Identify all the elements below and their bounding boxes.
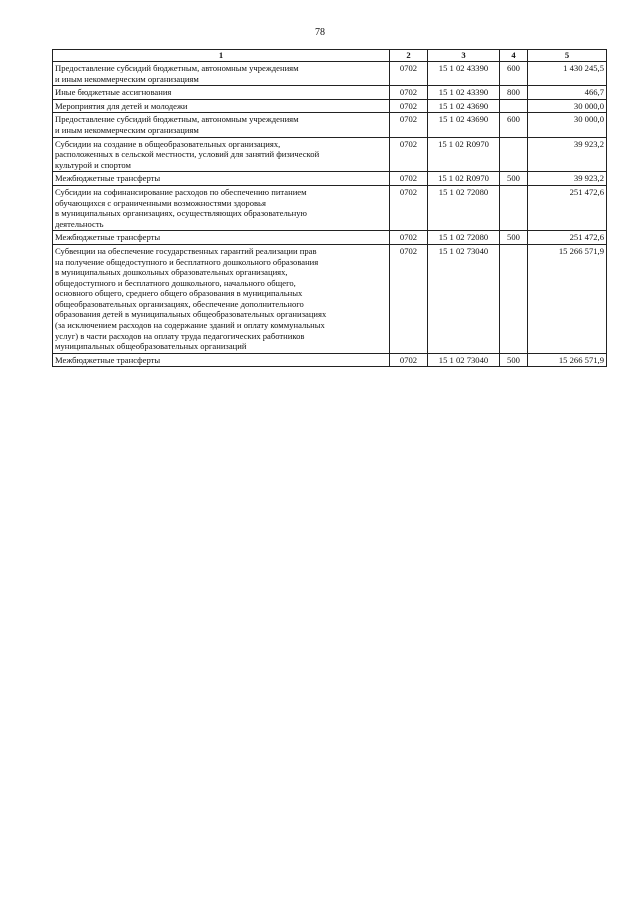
row-name-cell: Межбюджетные трансферты bbox=[53, 353, 390, 367]
row-expense-type-cell bbox=[500, 185, 528, 230]
row-target-cell: 15 1 02 R0970 bbox=[428, 172, 500, 186]
header-row bbox=[53, 50, 607, 62]
row-expense-type-cell bbox=[500, 244, 528, 353]
table-row bbox=[53, 86, 607, 100]
row-name-cell: Мероприятия для детей и молодежи bbox=[53, 99, 390, 113]
row-amount-cell: 251 472,6 bbox=[528, 185, 607, 230]
table-row bbox=[53, 172, 607, 186]
header-name: 1 bbox=[53, 50, 390, 62]
row-name-cell: Межбюджетные трансферты bbox=[53, 231, 390, 245]
row-amount-cell: 39 923,2 bbox=[528, 137, 607, 172]
row-section-cell: 0702 bbox=[390, 231, 428, 245]
row-name-cell: Субвенции на обеспечение государственных гарантий реализации прав на получение общедоступного и бесплатного дошкольного образования в муниципальных дошкольных образовательных организациях, общедоступного и бесплатного дошкольного, начального общего, основного общего, среднего общего образования в муниципальных общеобразовательных организациях, обеспечение дополнительного образования детей в муниципальных общеобразовательных организациях (за исключением расходов на содержание зданий и оплату коммунальных услуг) в части расходов на оплату труда педагогических работников муниципальных общеобразовательных организаций bbox=[53, 244, 390, 353]
row-target-cell: 15 1 02 72080 bbox=[428, 185, 500, 230]
page-number: 78 bbox=[315, 27, 325, 38]
row-amount-cell: 15 266 571,9 bbox=[528, 353, 607, 367]
row-expense-type-cell: 500 bbox=[500, 231, 528, 245]
row-name-cell: Иные бюджетные ассигнования bbox=[53, 86, 390, 100]
header-target: 3 bbox=[428, 50, 500, 62]
header-section: 2 bbox=[390, 50, 428, 62]
table-row bbox=[53, 113, 607, 137]
row-amount-cell: 30 000,0 bbox=[528, 113, 607, 137]
table-row bbox=[53, 353, 607, 367]
row-section-cell: 0702 bbox=[390, 353, 428, 367]
row-target-cell: 15 1 02 73040 bbox=[428, 353, 500, 367]
table-row bbox=[53, 62, 607, 86]
row-amount-cell: 251 472,6 bbox=[528, 231, 607, 245]
row-section-cell: 0702 bbox=[390, 244, 428, 353]
header-expense-type: 4 bbox=[500, 50, 528, 62]
table-row bbox=[53, 244, 607, 353]
row-expense-type-cell bbox=[500, 99, 528, 113]
row-amount-cell: 466,7 bbox=[528, 86, 607, 100]
row-expense-type-cell: 500 bbox=[500, 353, 528, 367]
row-target-cell: 15 1 02 43690 bbox=[428, 99, 500, 113]
table-row bbox=[53, 99, 607, 113]
row-target-cell: 15 1 02 43390 bbox=[428, 62, 500, 86]
row-name-cell: Межбюджетные трансферты bbox=[53, 172, 390, 186]
row-target-cell: 15 1 02 72080 bbox=[428, 231, 500, 245]
row-expense-type-cell: 600 bbox=[500, 113, 528, 137]
row-target-cell: 15 1 02 43390 bbox=[428, 86, 500, 100]
row-name-cell: Предоставление субсидий бюджетным, автономным учреждениям и иным некоммерческим организациям bbox=[53, 62, 390, 86]
row-name-cell: Предоставление субсидий бюджетным, автономным учреждениям и иным некоммерческим организациям bbox=[53, 113, 390, 137]
row-section-cell: 0702 bbox=[390, 86, 428, 100]
row-amount-cell: 15 266 571,9 bbox=[528, 244, 607, 353]
row-amount-cell: 30 000,0 bbox=[528, 99, 607, 113]
row-target-cell: 15 1 02 43690 bbox=[428, 113, 500, 137]
table-row bbox=[53, 185, 607, 230]
row-section-cell: 0702 bbox=[390, 137, 428, 172]
row-name-cell: Субсидии на создание в общеобразовательных организациях, расположенных в сельской местности, условий для занятий физической культурой и спортом bbox=[53, 137, 390, 172]
header-amount: 5 bbox=[528, 50, 607, 62]
row-amount-cell: 39 923,2 bbox=[528, 172, 607, 186]
row-expense-type-cell: 500 bbox=[500, 172, 528, 186]
row-expense-type-cell bbox=[500, 137, 528, 172]
table-header bbox=[53, 50, 607, 62]
row-target-cell: 15 1 02 73040 bbox=[428, 244, 500, 353]
row-section-cell: 0702 bbox=[390, 185, 428, 230]
row-section-cell: 0702 bbox=[390, 99, 428, 113]
row-expense-type-cell: 600 bbox=[500, 62, 528, 86]
table-body bbox=[53, 62, 607, 367]
row-amount-cell: 1 430 245,5 bbox=[528, 62, 607, 86]
row-target-cell: 15 1 02 R0970 bbox=[428, 137, 500, 172]
row-section-cell: 0702 bbox=[390, 62, 428, 86]
row-name-cell: Субсидии на софинансирование расходов по обеспечению питанием обучающихся с ограниченными возможностями здоровья в муниципальных организациях, осуществляющих образовательную деятельность bbox=[53, 185, 390, 230]
table-row bbox=[53, 137, 607, 172]
budget-table bbox=[52, 49, 607, 367]
table-row bbox=[53, 231, 607, 245]
row-expense-type-cell: 800 bbox=[500, 86, 528, 100]
row-section-cell: 0702 bbox=[390, 172, 428, 186]
row-section-cell: 0702 bbox=[390, 113, 428, 137]
